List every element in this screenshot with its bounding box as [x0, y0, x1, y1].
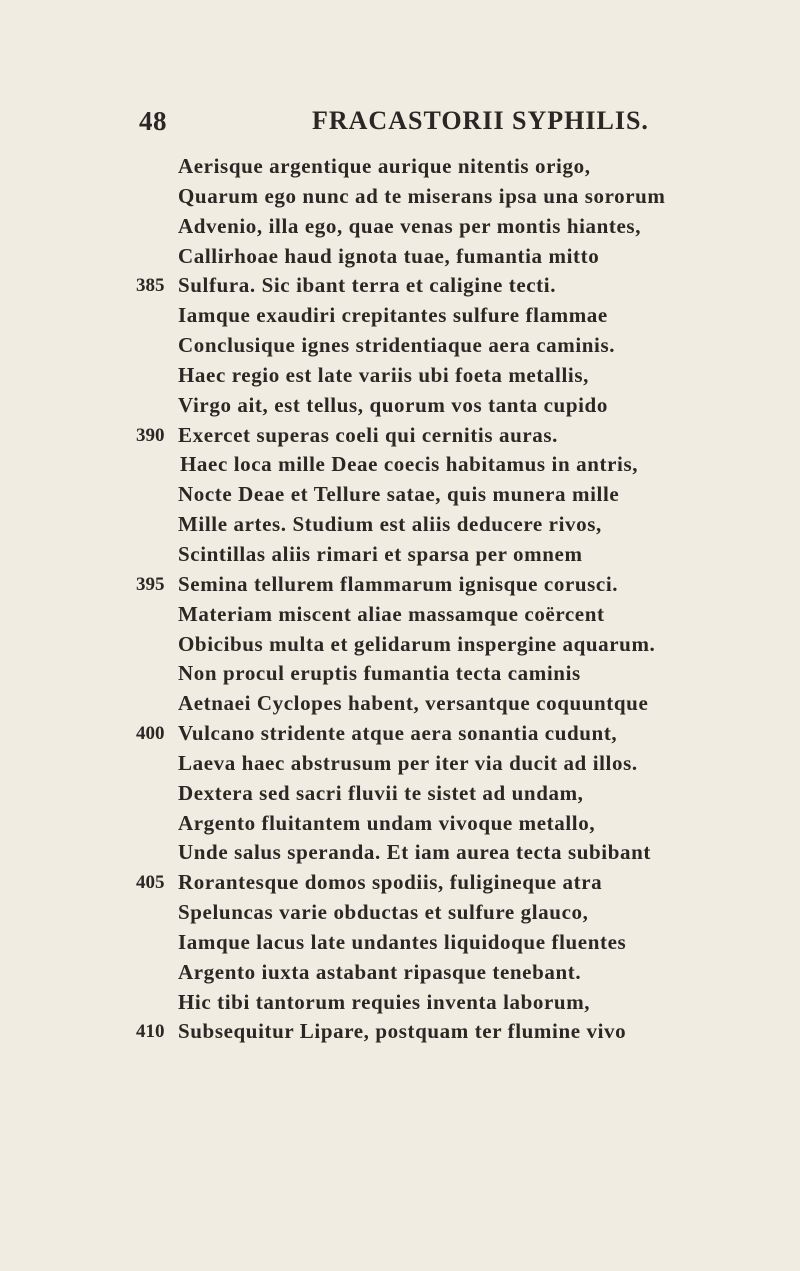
verse-line [0, 570, 800, 600]
verse-text: Vulcano stridente atque aera sonantia cudunt, [178, 721, 618, 746]
verse-line [0, 928, 800, 958]
verse-line [0, 301, 800, 331]
verse-line [0, 749, 800, 779]
verse-text: Haec regio est late variis ubi foeta metallis, [178, 362, 589, 387]
verse-text: Advenio, illa ego, quae venas per montis hiantes, [178, 213, 642, 238]
verse-text: Materiam miscent aliae massamque coërcent [178, 601, 605, 626]
line-number: 390 [136, 424, 165, 446]
verse-text: Hic tibi tantorum requies inventa laborum, [178, 989, 591, 1014]
verse-line [0, 421, 800, 451]
verse-text: Aetnaei Cyclopes habent, versantque coquuntque [178, 691, 649, 716]
verse-line [0, 152, 800, 182]
verse-line [0, 242, 800, 272]
verse-text: Dextera sed sacri fluvii te sistet ad undam, [178, 780, 584, 805]
line-number: 385 [136, 275, 165, 297]
verse-text: Quarum ego nunc ad te miserans ipsa una sororum [178, 183, 666, 208]
verse-line [0, 1017, 800, 1047]
verse-text: Iamque exaudiri crepitantes sulfure flammae [178, 303, 608, 328]
page-header [0, 106, 800, 142]
verse-line [0, 600, 800, 630]
running-title: FRACASTORII SYPHILIS. [312, 106, 649, 135]
verse-line [0, 510, 800, 540]
verse-text: Haec loca mille Deae coecis habitamus in antris, [180, 452, 639, 477]
verse-line [0, 809, 800, 839]
verse-text: Obicibus multa et gelidarum inspergine aquarum. [178, 631, 656, 656]
verse-line [0, 450, 800, 480]
verse-line [0, 868, 800, 898]
verse-line [0, 182, 800, 212]
verse-line [0, 391, 800, 421]
verse-text: Exercet superas coeli qui cernitis auras. [178, 422, 558, 447]
verse-line [0, 898, 800, 928]
verse-line [0, 630, 800, 660]
verse-text: Speluncas varie obductas et sulfure glauco, [178, 900, 589, 925]
verse-text: Aerisque argentique aurique nitentis origo, [178, 154, 591, 178]
verse-text: Mille artes. Studium est aliis deducere rivos, [178, 512, 602, 537]
verse-line [0, 838, 800, 868]
verse-line [0, 361, 800, 391]
verse-text: Nocte Deae et Tellure satae, quis munera mille [178, 482, 620, 507]
verse-text: Unde salus speranda. Et iam aurea tecta subibant [178, 840, 651, 865]
verse-text: Callirhoae haud ignota tuae, fumantia mitto [178, 243, 600, 268]
verse-line [0, 271, 800, 301]
verse-line [0, 480, 800, 510]
verse-text: Conclusique ignes stridentiaque aera caminis. [178, 333, 616, 358]
page-number: 48 [139, 106, 167, 136]
verse-line [0, 212, 800, 242]
verse-text: Sulfura. Sic ibant terra et caligine tecti. [178, 273, 557, 298]
verse-text: Virgo ait, est tellus, quorum vos tanta cupido [178, 392, 608, 417]
line-number: 400 [136, 723, 165, 745]
verse-line [0, 779, 800, 809]
verse-line [0, 988, 800, 1018]
verse-line [0, 659, 800, 689]
verse-text: Non procul eruptis fumantia tecta caminis [178, 661, 581, 686]
poem-text [0, 152, 800, 1047]
verse-line [0, 719, 800, 749]
verse-text: Scintillas aliis rimari et sparsa per omnem [178, 541, 583, 566]
verse-text: Semina tellurem flammarum ignisque corusci. [178, 571, 619, 596]
verse-line [0, 540, 800, 570]
verse-line [0, 689, 800, 719]
verse-text: Iamque lacus late undantes liquidoque fluentes [178, 929, 627, 954]
line-number: 410 [136, 1021, 165, 1043]
verse-line [0, 958, 800, 988]
line-number: 395 [136, 573, 165, 595]
line-number: 405 [136, 872, 165, 894]
verse-text: Subsequitur Lipare, postquam ter flumine vivo [178, 1019, 627, 1044]
verse-text: Laeva haec abstrusum per iter via ducit ad illos. [178, 750, 638, 775]
verse-text: Rorantesque domos spodiis, fuligineque atra [178, 870, 603, 895]
verse-text: Argento fluitantem undam vivoque metallo, [178, 810, 596, 835]
verse-text: Argento iuxta astabant ripasque tenebant. [178, 959, 582, 984]
verse-line [0, 331, 800, 361]
